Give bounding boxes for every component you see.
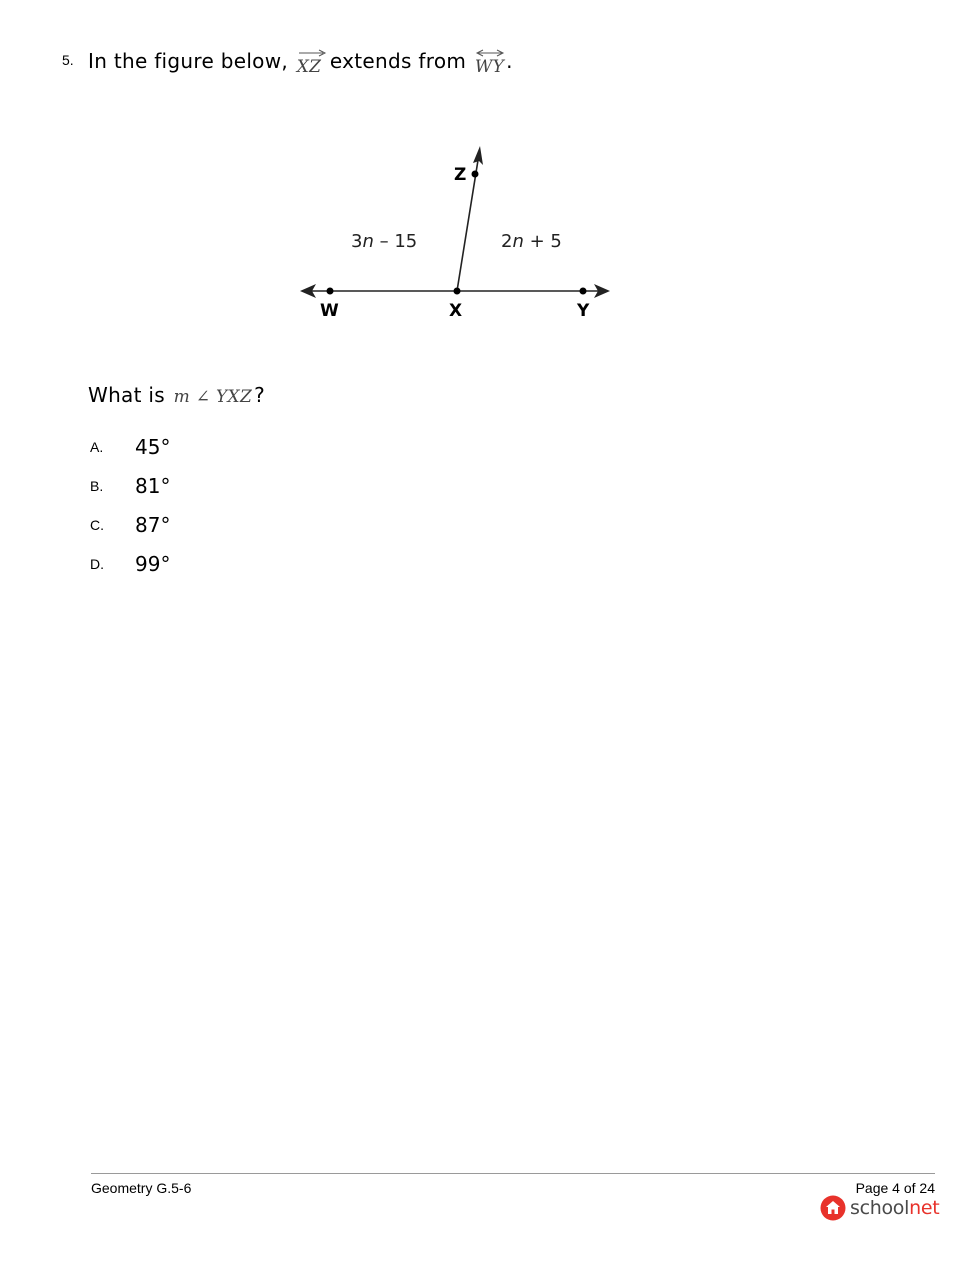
stem-period: . — [506, 49, 513, 73]
question-stem — [88, 49, 513, 77]
choice-text: 45° — [135, 435, 171, 459]
footer-page-number: Page 4 of 24 — [855, 1180, 935, 1196]
answer-choice-a[interactable] — [90, 437, 390, 461]
question-prompt — [88, 383, 265, 407]
stem-text-middle: extends from — [329, 49, 467, 73]
point-x — [454, 288, 461, 295]
ray-arrow-icon — [297, 49, 327, 57]
point-w — [327, 288, 334, 295]
ray-xz-label: XZ — [296, 57, 322, 77]
angle-figure — [296, 140, 616, 330]
choice-text: 87° — [135, 513, 171, 537]
point-z — [472, 171, 479, 178]
footer-divider — [91, 1173, 935, 1174]
prompt-question-mark: ? — [254, 383, 265, 407]
label-x: X — [449, 301, 463, 321]
schoolnet-wordmark: schoolnet — [850, 1197, 940, 1219]
footer-course-title: Geometry G.5-6 — [91, 1180, 192, 1196]
question-number: 5. — [62, 52, 74, 68]
prompt-text-before: What is — [88, 383, 165, 407]
left-angle-expression: 3n – 15 — [351, 231, 418, 252]
line-arrow-icon — [475, 49, 505, 57]
label-w: W — [320, 301, 339, 321]
answer-choice-d[interactable] — [90, 554, 390, 578]
ray-xz — [297, 51, 322, 77]
choice-text: 81° — [135, 474, 171, 498]
label-y: Y — [577, 301, 590, 321]
answer-choice-b[interactable] — [90, 476, 390, 500]
point-y — [580, 288, 587, 295]
choice-letter: A. — [90, 439, 104, 455]
answer-choice-c[interactable] — [90, 515, 390, 539]
line-wy-label: WY — [474, 57, 505, 77]
angle-measure-expression: m ∠ YXZ — [173, 387, 253, 407]
right-angle-expression: 2n + 5 — [501, 231, 562, 252]
label-z: Z — [454, 165, 467, 185]
line-wy — [475, 51, 504, 77]
choice-letter: C. — [90, 517, 104, 533]
schoolnet-house-icon — [820, 1195, 846, 1221]
choice-letter: D. — [90, 556, 104, 572]
choice-letter: B. — [90, 478, 104, 494]
choice-text: 99° — [135, 552, 171, 576]
stem-text-before: In the figure below, — [88, 49, 289, 73]
schoolnet-logo — [820, 1194, 939, 1222]
